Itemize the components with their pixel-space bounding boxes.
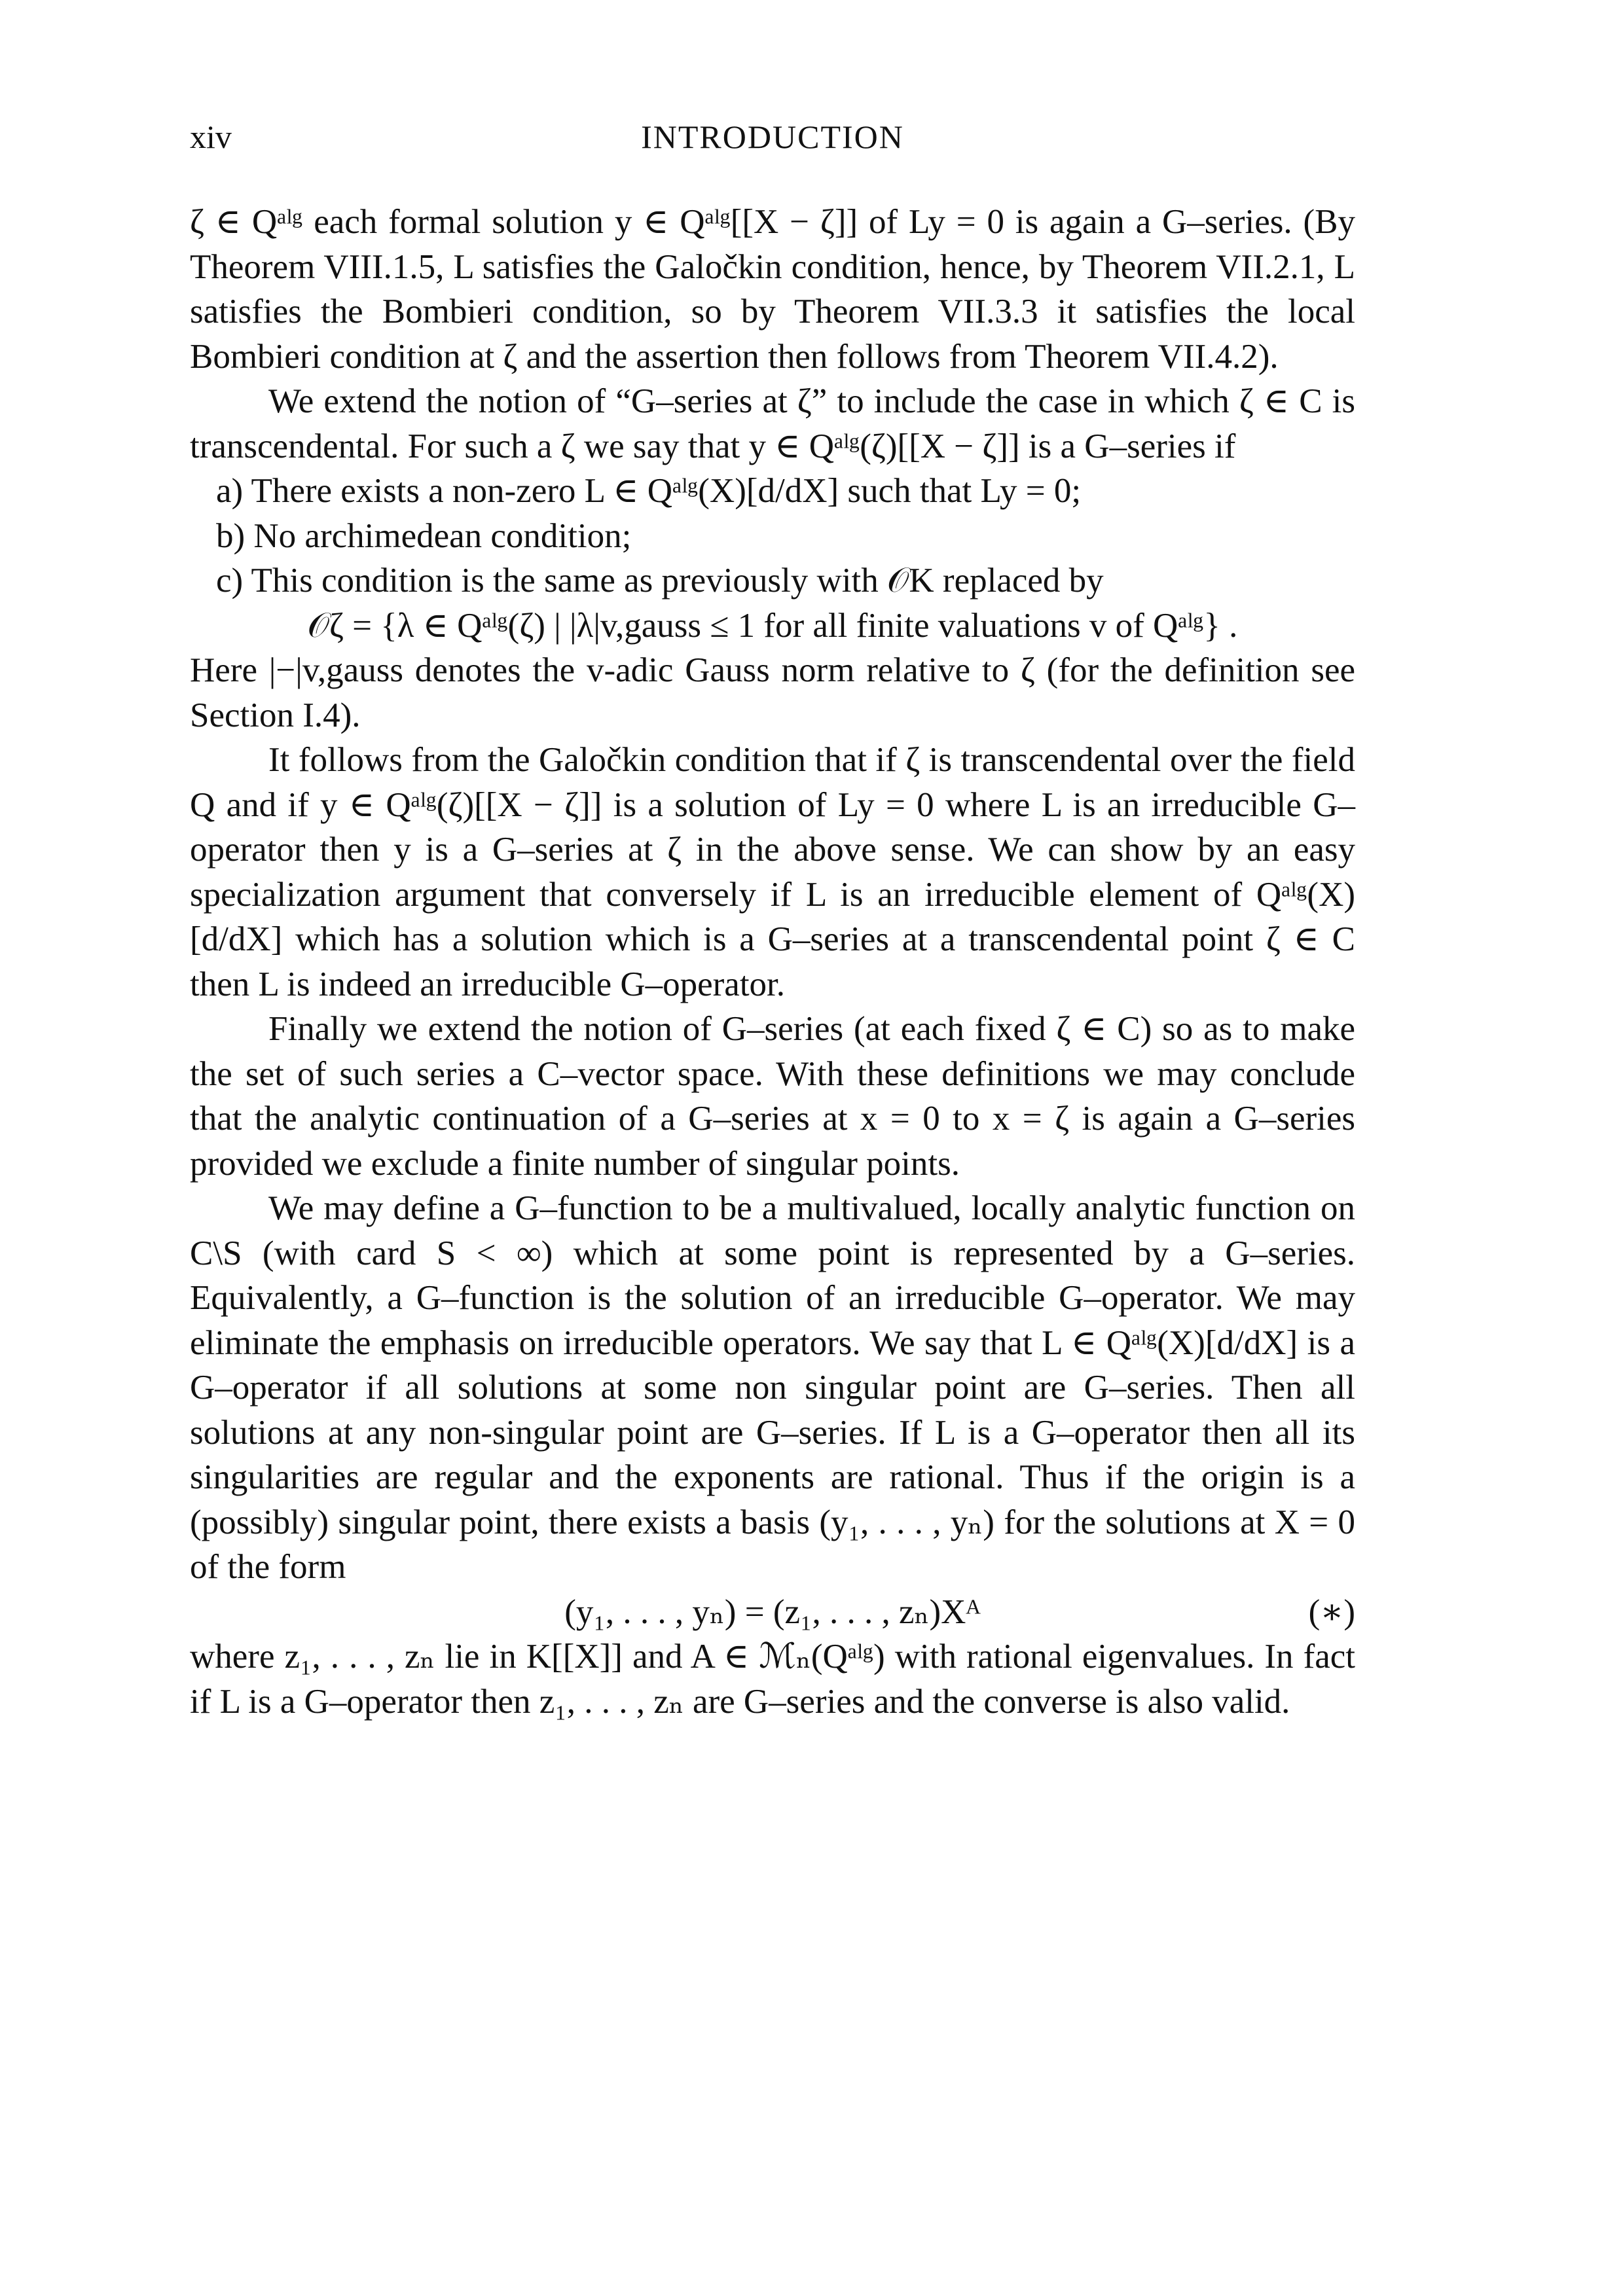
paragraph-gauss-norm: Here |−|v,gauss denotes the v-adic Gauss norm relative to ζ (for the definition see Section I.4).	[190, 651, 1355, 734]
condition-a: a) There exists a non-zero L ∈ Qᵃˡᵍ(X)[d/dX] such that Ly = 0;	[216, 472, 1082, 510]
paragraph-g-function: We may define a G–function to be a multivalued, locally analytic function on C\S (with card S < ∞) which at some point is represented by a G–series. Equivalently, a G–function is the solution of an irreducible G–operator. We may eliminate the emphasis on irreducible operators. We say that L ∈ Qᵃˡᵍ(X)[d/dX] is a G–operator if all solutions at some non singular point are G–series. Then all solutions at any non-singular point are G–series. If L is a G–operator then all its singularities are regular and the exponents are rational. Thus if the origin is a (possibly) singular point, there exists a basis (y₁, . . . , yₙ) for the solutions at X = 0 of the form	[190, 1189, 1355, 1586]
page-header	[190, 118, 1355, 170]
paragraph-g-series-definition: We extend the notion of “G–series at ζ” to include the case in which ζ ∈ C is transcendental. For such a ζ we say that y ∈ Qᵃˡᵍ(ζ)[[X − ζ]] is a G–series if	[190, 382, 1355, 465]
running-head: INTRODUCTION	[641, 118, 904, 155]
paragraph-continuation: ζ ∈ Qᵃˡᵍ each formal solution y ∈ Qᵃˡᵍ[[X − ζ]] of Ly = 0 is again a G–series. (By Theorem VIII.1.5, L satisfies the Galočkin condition, hence, by Theorem VII.2.1, L satisfies the Bombieri condition, so by Theorem VII.3.3 it satisfies the local Bombieri condition at ζ and the assertion then follows from Theorem VII.4.2).	[190, 203, 1355, 376]
equation-star	[190, 1590, 1355, 1635]
paragraph-vector-space: Finally we extend the notion of G–series (at each fixed ζ ∈ C) so as to make the set of such series a C–vector space. With these definitions we may conclude that the analytic continuation of a G–series at x = 0 to x = ζ is again a G–series provided we exclude a finite number of singular points.	[190, 1010, 1355, 1183]
page-number: xiv	[190, 118, 232, 155]
paragraph-converse: where z₁, . . . , zₙ lie in K[[X]] and A ∈ ℳₙ(Qᵃˡᵍ) with rational eigenvalues. In fact if L is a G–operator then z₁, . . . , zₙ are G–series and the converse is also valid.	[190, 1638, 1355, 1721]
display-formula: 𝒪ζ = {λ ∈ Qᵃˡᵍ(ζ) | |λ|v,gauss ≤ 1 for all finite valuations v of Qᵃˡᵍ} .	[307, 606, 1238, 645]
paragraph-galockin: It follows from the Galočkin condition that if ζ is transcendental over the field Q and if y ∈ Qᵃˡᵍ(ζ)[[X − ζ]] is a solution of Ly = 0 where L is an irreducible G–operator then y is a G–series at ζ in the above sense. We can show by an easy specialization argument that conversely if L is an irreducible element of Qᵃˡᵍ(X)[d/dX] which has a solution which is a G–series at a transcendental point ζ ∈ C then L is indeed an irreducible G–operator.	[190, 741, 1355, 1003]
body-text	[190, 200, 1355, 1724]
condition-b: b) No archimedean condition;	[216, 516, 632, 555]
condition-c: c) This condition is the same as previously with 𝒪K replaced by	[216, 562, 1104, 600]
equation-body: (y₁, . . . , yₙ) = (z₁, . . . , zₙ)Xᴬ	[564, 1592, 981, 1631]
equation-tag: (∗)	[1308, 1592, 1355, 1631]
conditions-list	[190, 469, 1355, 603]
